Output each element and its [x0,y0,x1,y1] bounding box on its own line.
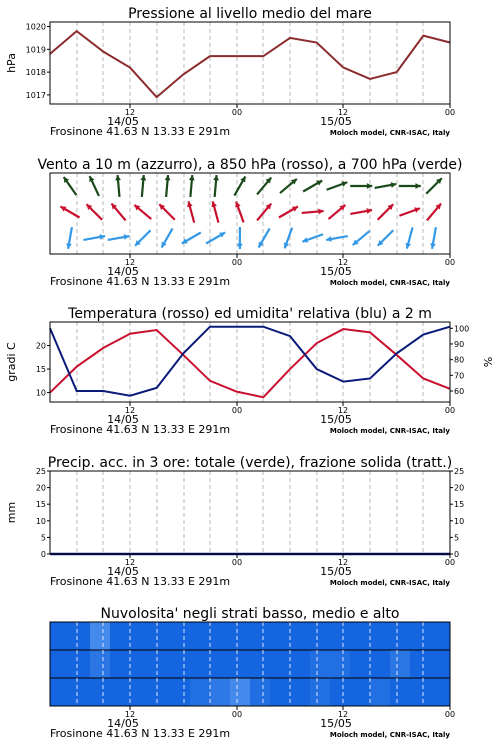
location-label: Frosinone 41.63 N 13.33 E 291m [50,125,231,138]
cloud-cell [350,678,371,706]
cloud-cell [70,678,91,706]
y-tick-label-right: 80 [454,355,465,365]
y-tick-label: 1019 [25,45,46,55]
cloud-cell [410,678,431,706]
cloud-cell [210,650,231,678]
plot-frame [50,471,450,554]
cloud-cell [110,650,131,678]
cloud-cell [410,622,431,650]
y-tick-label-right: 15 [454,500,465,510]
y-tick-label: 1017 [25,90,46,100]
cloud-cell [110,622,131,650]
cloud-cell [270,678,291,706]
x-tick-label: 12 [124,108,136,117]
date-label: 14/05 [107,265,139,278]
cloud-cell [310,622,331,650]
cloud-cell [350,650,371,678]
cloud-cell [90,650,111,678]
y-tick-label-right: 10 [454,516,465,526]
y-tick-label-right: 60 [454,387,465,397]
panel-title: Vento a 10 m (azzurro), a 850 hPa (rosso), a 700 hPa (verde) [37,157,463,173]
cloud-cell [390,622,411,650]
date-label: 14/05 [107,413,139,426]
cloud-cell [150,650,171,678]
x-tick-label: 00 [231,406,243,415]
location-label: Frosinone 41.63 N 13.33 E 291m [50,275,231,288]
cloud-cell [190,622,211,650]
x-tick-label: 00 [231,710,243,719]
y-tick-label-right: 0 [454,550,460,559]
series-line [50,31,450,97]
y-tick-label-right: 100 [454,324,470,334]
panel-title: Nuvolosita' negli strati basso, medio e alto [100,606,400,622]
date-label: 15/05 [320,565,352,578]
cloud-cell [270,622,291,650]
cloud-cell [390,678,411,706]
cloud-cell [310,650,331,678]
y-tick-label: 1018 [25,68,46,78]
credit-label: Moloch model, CNR-ISAC, Italy [329,427,450,435]
cloud-cell [150,678,171,706]
y-tick-label: 10 [35,516,46,526]
cloud-cell [330,622,351,650]
cloud-cell [250,678,271,706]
date-label: 15/05 [320,413,352,426]
cloud-cell [230,622,251,650]
series-line [50,327,450,396]
cloud-cell [130,622,151,650]
cloud-cell [50,650,71,678]
x-tick-label: 12 [124,258,136,267]
y-axis-label-right: % [482,356,495,368]
y-tick-label: 15 [35,365,46,375]
x-tick-label: 12 [337,406,349,415]
x-tick-label: 00 [444,558,456,567]
wind-arrow-head [237,244,243,249]
cloud-cell [290,622,311,650]
wind-arrow-head [115,175,121,180]
cloud-cell [130,650,151,678]
y-tick-label-right: 25 [454,467,465,476]
cloud-cell [170,650,191,678]
cloud-cell [370,650,391,678]
cloud-cell [230,678,251,706]
credit-label: Moloch model, CNR-ISAC, Italy [329,279,450,287]
wind-arrow-head [318,209,323,215]
y-axis-label: gradi C [5,342,18,382]
cloud-cell [170,678,191,706]
cloud-cell [330,650,351,678]
cloud-cell [290,650,311,678]
cloud-cell [190,650,211,678]
cloud-cell [210,678,231,706]
x-tick-label: 12 [124,710,136,719]
cloud-cell [270,650,291,678]
cloud-cell [370,678,391,706]
y-tick-label: 25 [35,467,46,476]
y-tick-label: 20 [35,341,46,351]
cloud-cell [210,622,231,650]
cloud-cell [150,622,171,650]
cloud-cell [190,678,211,706]
date-label: 15/05 [320,717,352,730]
cloud-cell [430,678,451,706]
cloud-cell [310,678,331,706]
cloud-cell [250,650,271,678]
x-tick-label: 12 [337,258,349,267]
location-label: Frosinone 41.63 N 13.33 E 291m [50,727,231,740]
plot-frame [50,322,450,402]
x-tick-label: 00 [231,108,243,117]
y-tick-label: 1020 [25,22,46,32]
cloud-cell [390,650,411,678]
y-tick-label-right: 20 [454,483,465,493]
cloud-cell [170,622,191,650]
wind-arrow-head [415,183,420,189]
date-label: 15/05 [320,265,352,278]
x-tick-label: 00 [231,258,243,267]
wind-arrow-head [189,175,195,180]
cloud-cell [410,650,431,678]
panel-title: Temperatura (rosso) ed umidita' relativa (blu) a 2 m [68,306,432,322]
x-tick-label: 12 [337,710,349,719]
x-tick-label: 00 [444,406,456,415]
cloud-cell [370,622,391,650]
x-tick-label: 00 [444,108,456,117]
cloud-cell [90,678,111,706]
panel-title: Precip. acc. in 3 ore: totale (verde), frazione solida (tratt.) [47,455,453,471]
date-label: 14/05 [107,717,139,730]
y-tick-label: 15 [35,500,46,510]
y-tick-label-right: 90 [454,339,465,349]
x-tick-label: 12 [124,406,136,415]
location-label: Frosinone 41.63 N 13.33 E 291m [50,575,231,588]
x-tick-label: 12 [124,558,136,567]
y-tick-label: 10 [35,388,46,398]
series-line [50,329,450,397]
y-tick-label: 20 [35,483,46,493]
cloud-cell [70,622,91,650]
y-axis-label: hPa [5,53,18,73]
cloud-cell [50,622,71,650]
cloud-cell [90,622,111,650]
y-axis-label: mm [5,501,18,524]
cloud-cell [250,622,271,650]
y-tick-label-right: 5 [454,533,460,543]
cloud-cell [430,622,451,650]
cloud-cell [430,650,451,678]
cloud-cell [350,622,371,650]
credit-label: Moloch model, CNR-ISAC, Italy [329,579,450,587]
credit-label: Moloch model, CNR-ISAC, Italy [329,731,450,739]
x-tick-label: 00 [444,258,456,267]
plot-frame [50,22,450,104]
cloud-cell [110,678,131,706]
date-label: 14/05 [107,115,139,128]
x-tick-label: 12 [337,558,349,567]
location-label: Frosinone 41.63 N 13.33 E 291m [50,423,231,436]
date-label: 14/05 [107,565,139,578]
cloud-cell [50,678,71,706]
y-tick-label-right: 70 [454,371,465,381]
cloud-cell [290,678,311,706]
wind-arrow-head [140,175,146,180]
cloud-cell [130,678,151,706]
y-tick-label: 0 [40,550,46,559]
date-label: 15/05 [320,115,352,128]
cloud-cell [70,650,91,678]
y-tick-label: 5 [40,533,46,543]
wind-arrow-head [213,175,219,180]
panel-title: Pressione al livello medio del mare [128,6,372,22]
x-tick-label: 00 [444,710,456,719]
wind-arrow-head [165,175,171,180]
cloud-cell [230,650,251,678]
credit-label: Moloch model, CNR-ISAC, Italy [329,129,450,137]
cloud-cell [330,678,351,706]
x-tick-label: 12 [337,108,349,117]
x-tick-label: 00 [231,558,243,567]
